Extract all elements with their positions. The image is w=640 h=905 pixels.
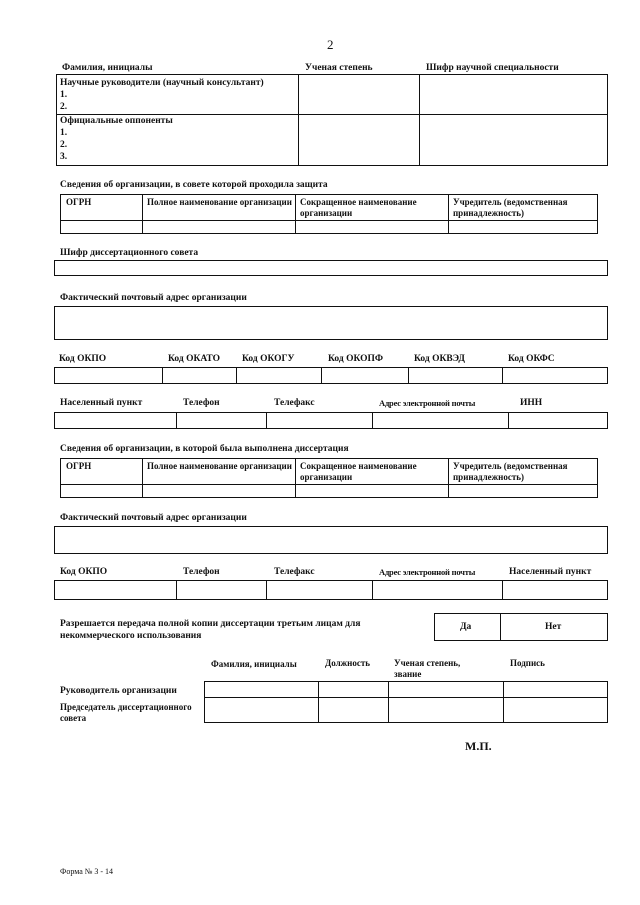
opponent-item-1: 1. (60, 128, 68, 138)
contact-phone-label: Телефон (183, 398, 220, 408)
work-org-title: Сведения об организации, в которой была выполнена диссертация (60, 444, 349, 454)
sig-row-head-of-org: Руководитель организации (60, 686, 177, 696)
permission-no-option[interactable]: Нет (545, 622, 562, 632)
permission-text-line2: некоммерческого использования (60, 631, 202, 641)
permission-yes-option[interactable]: Да (460, 622, 472, 632)
supervisor-item-2: 2. (60, 102, 68, 112)
contact2-phone-label: Телефон (183, 567, 220, 577)
contacts-row-fields[interactable] (54, 412, 608, 429)
signatures-table (204, 681, 608, 723)
work-col-short-name: Сокращенное наименование организации (300, 461, 417, 482)
sig-header-position: Должность (325, 658, 371, 668)
defense-col-short-name: Сокращенное наименование организации (300, 197, 417, 218)
code-okopf-label: Код ОКОПФ (328, 354, 384, 364)
postal-address-field-2[interactable] (54, 526, 608, 554)
work-col-founder: Учредитель (ведомственная принадлежность) (453, 461, 568, 482)
code-okfs-label: Код ОКФС (508, 354, 555, 364)
opponents-label: Официальные оппоненты (60, 116, 173, 126)
code-okogu-label: Код ОКОГУ (242, 354, 295, 364)
header-specialty: Шифр научной специальности (426, 63, 559, 73)
contact-city-label: Населенный пункт (60, 398, 143, 408)
sig-row-council-chair: Председатель диссертационного совета (60, 702, 192, 723)
work-col-ogrn: ОГРН (66, 461, 92, 471)
contact2-email-label: Адрес электронной почты (379, 567, 476, 577)
header-degree: Ученая степень (305, 63, 373, 73)
page-number: 2 (327, 37, 334, 52)
supervisors-label: Научные руководители (научный консультант) (60, 78, 264, 88)
contact2-fax-label: Телефакс (274, 567, 315, 577)
work-col-full-name: Полное наименование организации (147, 461, 292, 471)
opponent-item-3: 3. (60, 152, 68, 162)
sig-header-signature: Подпись (510, 658, 545, 668)
contacts-row-2-fields[interactable] (54, 580, 608, 600)
defense-col-ogrn: ОГРН (66, 197, 92, 207)
sig-header-name: Фамилия, инициалы (211, 659, 297, 669)
opponent-item-2: 2. (60, 140, 68, 150)
postal-address-label: Фактический почтовый адрес организации (60, 293, 247, 303)
stamp-placeholder: М.П. (465, 739, 492, 753)
contact-fax-label: Телефакс (274, 398, 315, 408)
contact-inn-label: ИНН (520, 398, 543, 408)
form-number: Форма № 3 - 14 (60, 867, 114, 876)
code-okato-label: Код ОКАТО (168, 354, 220, 364)
contact2-city-label: Населенный пункт (509, 567, 592, 577)
contact2-okpo-label: Код ОКПО (60, 567, 108, 577)
council-code-field[interactable] (54, 260, 608, 276)
codes-row-fields[interactable] (54, 367, 608, 384)
header-name: Фамилия, инициалы (62, 63, 153, 73)
defense-col-founder: Учредитель (ведомственная принадлежность) (453, 197, 568, 218)
postal-address-field[interactable] (54, 306, 608, 340)
defense-org-title: Сведения об организации, в совете которой проходила защита (60, 180, 328, 190)
postal-address-label-2: Фактический почтовый адрес организации (60, 513, 247, 523)
council-code-label: Шифр диссертационного совета (60, 248, 199, 258)
contact-email-label: Адрес электронной почты (379, 398, 476, 408)
code-okpo-label: Код ОКПО (59, 354, 107, 364)
code-okved-label: Код ОКВЭД (414, 354, 465, 364)
permission-text-line1: Разрешается передача полной копии диссертации третьим лицам для (60, 619, 361, 629)
supervisor-item-1: 1. (60, 90, 68, 100)
defense-col-full-name: Полное наименование организации (147, 197, 292, 207)
sig-header-degree: Ученая степень, звание (394, 658, 461, 679)
